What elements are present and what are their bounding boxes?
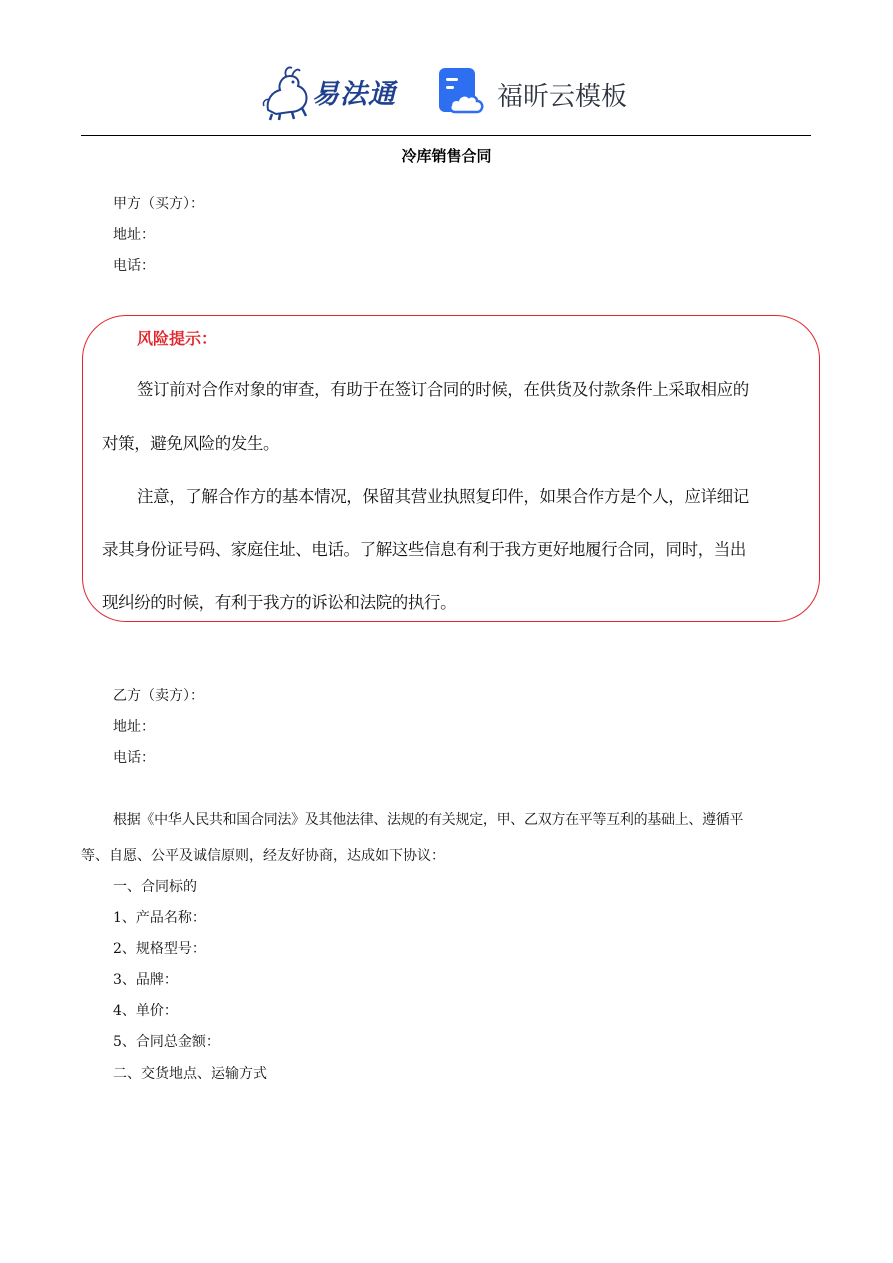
party-b-label: 乙方（卖方）： (113, 688, 204, 704)
clause-item: 一、合同标的 (113, 879, 197, 895)
party-a-phone: 电话： (113, 258, 155, 274)
foxit-template-logo (437, 66, 637, 122)
risk-line: 对策，避免风险的发生。 (102, 434, 280, 453)
document-title: 冷库销售合同 (401, 147, 492, 165)
header-divider (81, 135, 811, 136)
party-a-address: 地址： (113, 227, 155, 243)
risk-line: 现纠纷的时候，有利于我方的诉讼和法院的执行。 (102, 593, 457, 612)
preamble-line: 根据《中华人民共和国合同法》及其他法律、法规的有关规定，甲、乙双方在平等互利的基础上、遵循平 (113, 812, 744, 828)
logo1-text: 易法通 (312, 79, 396, 110)
clause-item: 二、交货地点、运输方式 (113, 1066, 267, 1082)
yifatong-logo (262, 62, 422, 122)
risk-line: 签订前对合作对象的审查，有助于在签订合同的时候，在供货及付款条件上采取相应的 (137, 380, 749, 399)
clause-item: 2、规格型号： (113, 941, 206, 957)
risk-line: 注意，了解合作方的基本情况，保留其营业执照复印件，如果合作方是个人，应详细记 (137, 487, 749, 506)
qilin-icon (262, 62, 312, 122)
cloud-document-icon (437, 66, 485, 118)
clause-item: 5、合同总金额： (113, 1034, 220, 1050)
logo2-text: 福昕云模板 (497, 82, 628, 112)
clause-item: 3、品牌： (113, 972, 178, 988)
preamble-line: 等、自愿、公平及诚信原则，经友好协商，达成如下协议： (81, 848, 445, 864)
clause-item: 1、产品名称： (113, 910, 206, 926)
party-a-label: 甲方（买方）： (113, 196, 204, 212)
clause-item: 4、单价： (113, 1003, 178, 1019)
risk-notice-box (82, 315, 820, 622)
party-b-phone: 电话： (113, 750, 155, 766)
page-header (0, 58, 893, 128)
risk-notice-title: 风险提示： (137, 329, 218, 348)
risk-line: 录其身份证号码、家庭住址、电话。了解这些信息有利于我方更好地履行合同，同时，当出 (102, 540, 747, 559)
party-b-address: 地址： (113, 719, 155, 735)
